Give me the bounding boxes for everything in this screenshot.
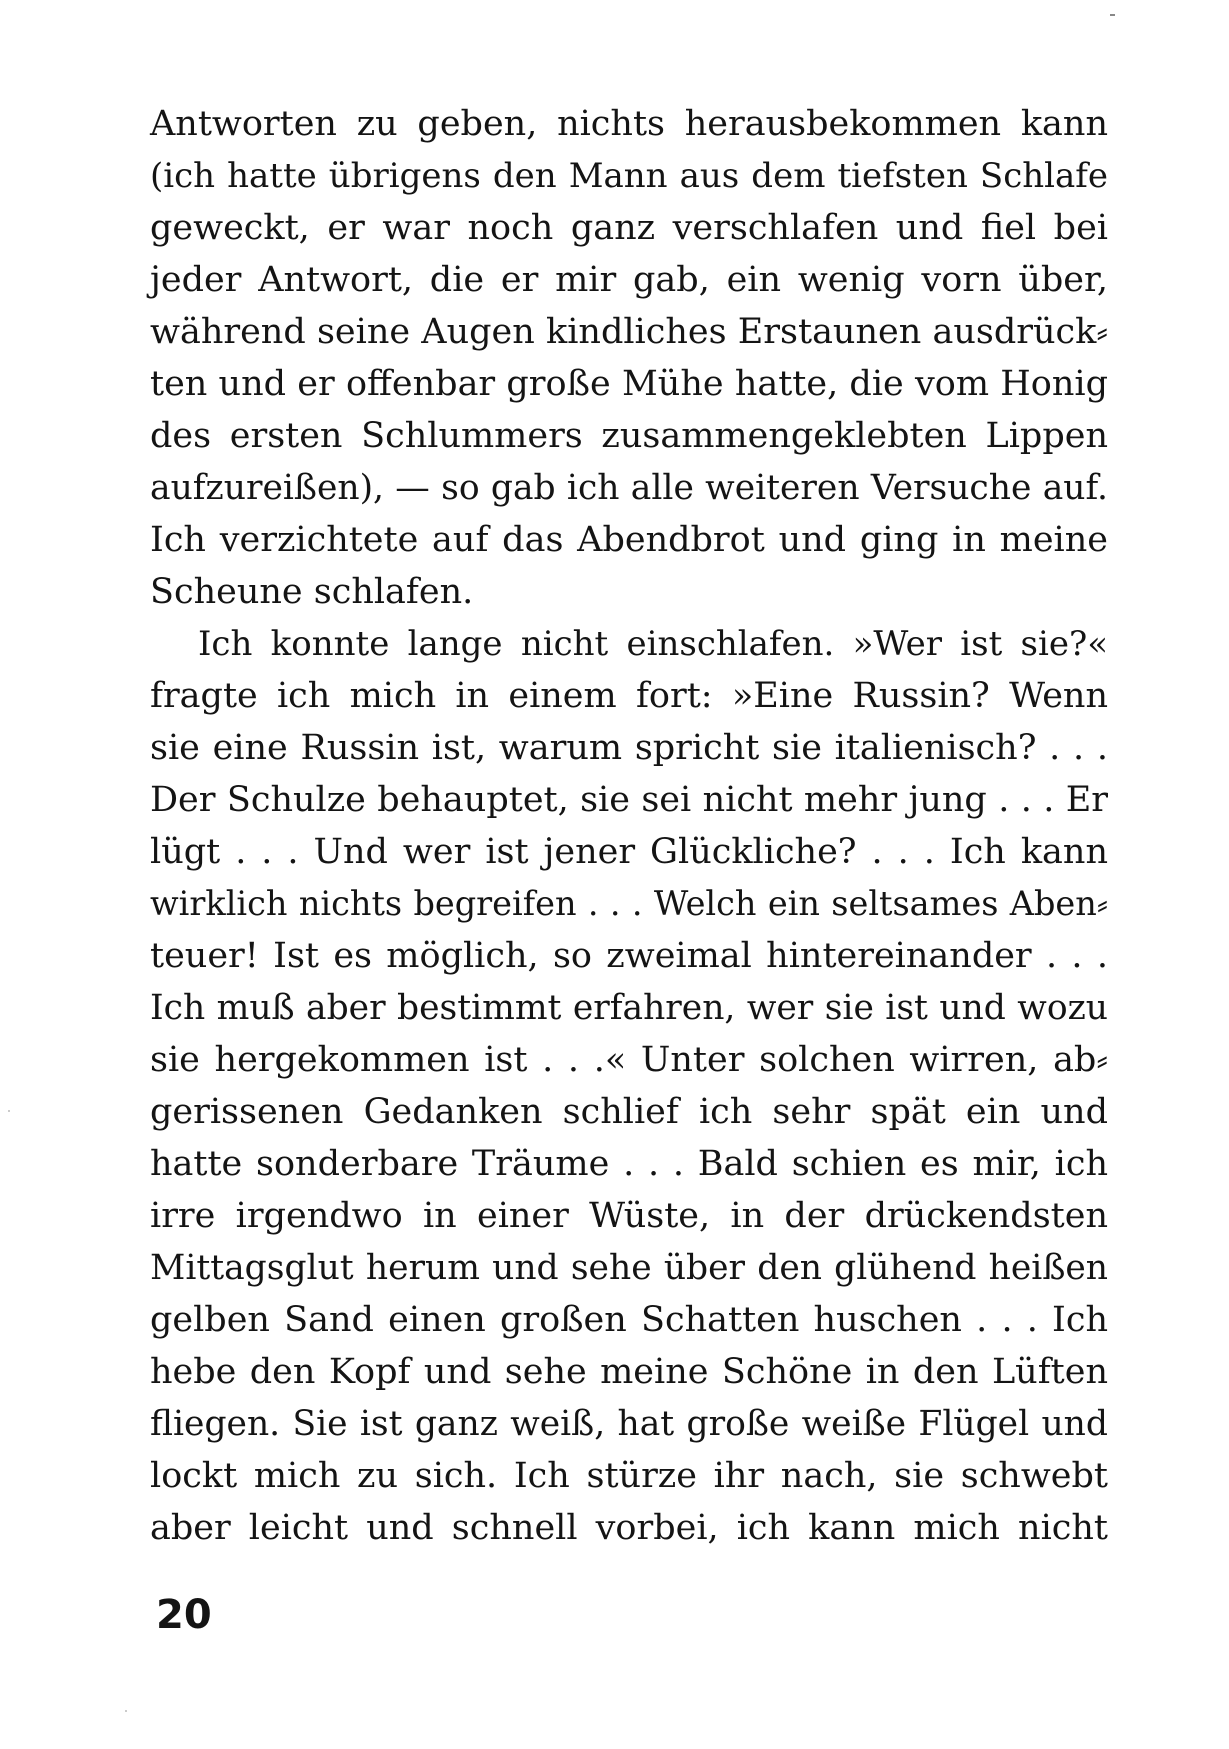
text-line: gerissenen Gedanken schlief ich sehr spät ein und xyxy=(150,1092,1108,1132)
text-line: Der Schulze behauptet, sie sei nicht mehr jung . . . Er xyxy=(150,780,1108,820)
text-line: hatte sonderbare Träume . . . Bald schien es mir, ich xyxy=(150,1144,1108,1184)
text-line: des ersten Schlummers zusammengeklebten Lippen xyxy=(150,416,1108,456)
text-line: Ich muß aber bestimmt erfahren, wer sie ist und wozu xyxy=(150,988,1108,1028)
text-line: sie hergekommen ist . . .« Unter solchen wirren, ab⸗ xyxy=(150,1040,1108,1080)
text-line: Scheune schlafen. xyxy=(150,572,474,612)
text-line: Ich verzichtete auf das Abendbrot und ging in meine xyxy=(150,520,1108,560)
text-line: jeder Antwort, die er mir gab, ein wenig vorn über, xyxy=(150,260,1108,300)
print-mark xyxy=(125,1710,127,1712)
paragraph-1 xyxy=(150,98,1108,618)
text-line: aber leicht und schnell vorbei, ich kann mich nicht xyxy=(150,1508,1108,1548)
text-line: lügt . . . Und wer ist jener Glückliche? . . . Ich kann xyxy=(150,832,1108,872)
text-line: irre irgendwo in einer Wüste, in der drückendsten xyxy=(150,1196,1108,1236)
text-line: während seine Augen kindliches Erstaunen ausdrück⸗ xyxy=(150,312,1108,352)
body-text xyxy=(150,98,1108,1554)
text-line: (ich hatte übrigens den Mann aus dem tiefsten Schlafe xyxy=(150,156,1108,196)
text-line: gelben Sand einen großen Schatten huschen . . . Ich xyxy=(150,1300,1108,1340)
text-line: fliegen. Sie ist ganz weiß, hat große weiße Flügel und xyxy=(150,1404,1108,1444)
text-line: teuer! Ist es möglich, so zweimal hintereinander . . . xyxy=(150,936,1108,976)
text-line: Ich konnte lange nicht einschlafen. »Wer ist sie?« xyxy=(198,624,1108,664)
text-line: sie eine Russin ist, warum spricht sie italienisch? . . . xyxy=(150,728,1108,768)
print-mark xyxy=(1110,14,1115,16)
text-line: hebe den Kopf und sehe meine Schöne in den Lüften xyxy=(150,1352,1108,1392)
text-line: aufzureißen), — so gab ich alle weiteren Versuche auf. xyxy=(150,468,1108,508)
text-line: wirklich nichts begreifen . . . Welch ein seltsames Aben⸗ xyxy=(150,884,1108,923)
page-number: 20 xyxy=(156,1592,212,1638)
paragraph-2 xyxy=(150,618,1108,1554)
text-line: Antworten zu geben, nichts herausbekommen kann xyxy=(150,104,1108,144)
text-line: fragte ich mich in einem fort: »Eine Russin? Wenn xyxy=(150,676,1108,716)
print-mark xyxy=(8,1110,10,1112)
text-line: ten und er offenbar große Mühe hatte, die vom Honig xyxy=(150,364,1108,404)
text-line: Mittagsglut herum und sehe über den glühend heißen xyxy=(150,1248,1108,1288)
text-line: geweckt, er war noch ganz verschlafen und fiel bei xyxy=(150,208,1108,248)
text-line: lockt mich zu sich. Ich stürze ihr nach, sie schwebt xyxy=(150,1456,1108,1496)
